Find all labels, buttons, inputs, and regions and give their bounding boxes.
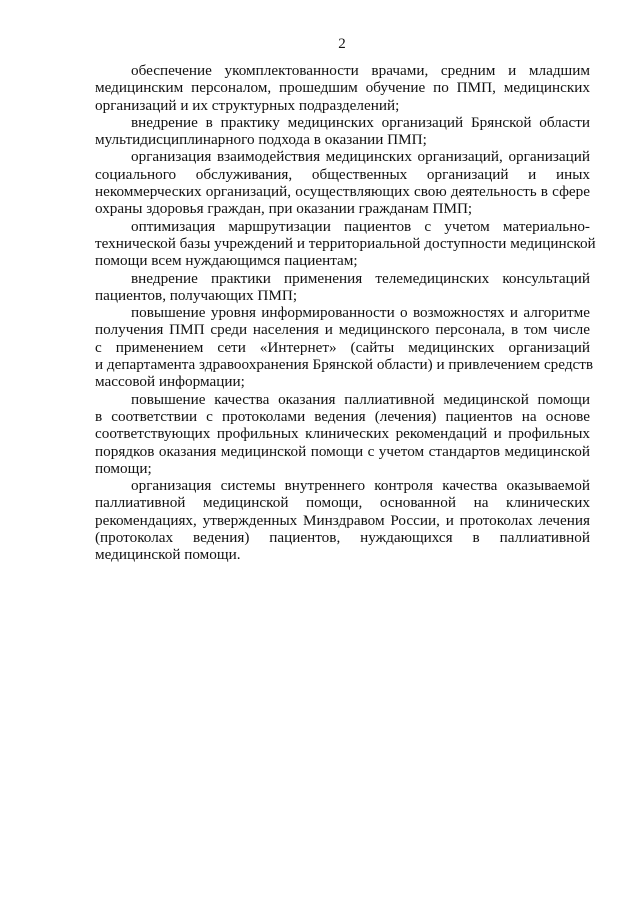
text-line: рекомендациях, утвержденных Минздравом России, и протоколах лечения (95, 511, 590, 529)
text-line: соответствующих профильных клинических рекомендаций и профильных (95, 425, 590, 443)
text-line: организация системы внутреннего контроля качества оказываемой (131, 477, 590, 495)
text-line: в соответствии с протоколами ведения (лечения) пациентов на основе (95, 407, 590, 425)
text-line: внедрение практики применения телемедицинских консультаций (131, 269, 590, 287)
text-line: организаций и их структурных подразделений; (95, 96, 400, 114)
text-line: и департамента здравоохранения Брянской области) и привлечением средств (95, 356, 594, 374)
text-line: (протоколах ведения) пациентов, нуждающихся в паллиативной (95, 529, 590, 547)
page-number: 2 (338, 36, 346, 52)
document-body (95, 62, 596, 564)
paragraph (95, 304, 594, 391)
text-line: медицинским персоналом, прошедшим обучение по ПМП, медицинских (95, 79, 590, 97)
text-line: повышение уровня информированности о возможностях и алгоритме (131, 304, 590, 322)
paragraph (95, 62, 590, 114)
text-line: охраны здоровья граждан, при оказании гражданам ПМП; (95, 200, 473, 218)
text-line: внедрение в практику медицинских организаций Брянской области (131, 113, 590, 131)
text-line: повышение качества оказания паллиативной медицинской помощи (131, 390, 590, 408)
text-line: медицинской помощи. (95, 546, 241, 564)
text-line: некоммерческих организаций, осуществляющих свою деятельность в сфере (95, 183, 590, 201)
paragraph (95, 391, 590, 477)
paragraph (95, 217, 596, 270)
paragraph (95, 477, 590, 563)
text-line: технической базы учреждений и территориальной доступности медицинской (95, 234, 596, 252)
text-line: пациентов, получающих ПМП; (95, 286, 298, 304)
text-line: помощи всем нуждающимся пациентам; (95, 252, 358, 270)
text-line: социального обслуживания, общественных организаций и иных (95, 165, 590, 183)
paragraph (95, 148, 590, 217)
text-line: обеспечение укомплектованности врачами, средним и младшим (131, 62, 590, 79)
text-line: помощи; (95, 459, 152, 477)
text-line: мультидисциплинарного подхода в оказании ПМП; (95, 131, 427, 149)
paragraph (95, 270, 590, 305)
text-line: оптимизация маршрутизации пациентов с учетом материально- (131, 217, 590, 235)
text-line: массовой информации; (95, 373, 245, 391)
text-line: организация взаимодействия медицинских организаций, организаций (131, 148, 590, 166)
text-line: с применением сети «Интернет» (сайты медицинских организаций (95, 338, 590, 356)
text-line: паллиативной медицинской помощи, основанной на клинических (95, 494, 590, 512)
paragraph (95, 114, 590, 149)
text-line: порядков оказания медицинской помощи с учетом стандартов медицинской (95, 442, 590, 460)
text-line: получения ПМП среди населения и медицинского персонала, в том числе (95, 321, 590, 339)
